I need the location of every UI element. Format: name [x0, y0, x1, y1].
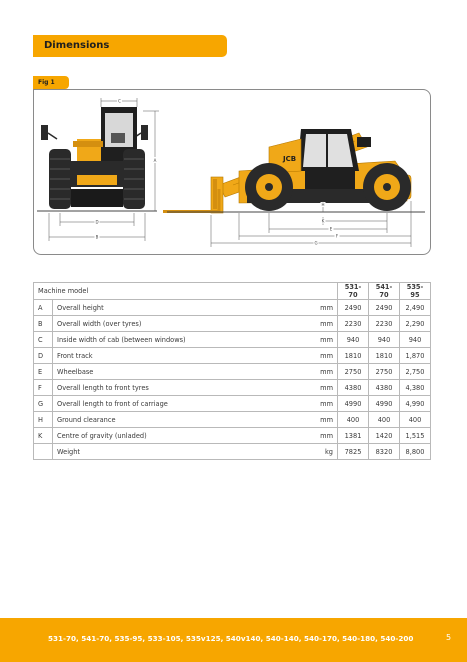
row-letter: H: [34, 412, 53, 428]
row-label: Weight: [53, 444, 308, 460]
dim-label-b: B: [95, 234, 99, 240]
row-value: 4380: [369, 380, 400, 396]
row-value: 400: [369, 412, 400, 428]
figure-label: Fig 1: [33, 76, 69, 89]
row-label: Inside width of cab (between windows): [53, 332, 308, 348]
dim-label-d: D: [95, 219, 99, 225]
table-row: [34, 380, 431, 396]
row-value: 400: [338, 412, 369, 428]
model-column-header: 531-70: [338, 283, 369, 300]
row-label: Wheelbase: [53, 364, 308, 380]
table-row: [34, 396, 431, 412]
row-value: 940: [338, 332, 369, 348]
row-label: Overall length to front of carriage: [53, 396, 308, 412]
table-row: [34, 300, 431, 316]
row-value: 940: [369, 332, 400, 348]
table-row: [34, 332, 431, 348]
row-unit: mm: [307, 396, 338, 412]
row-value: 1810: [369, 348, 400, 364]
section-title: Dimensions: [33, 35, 227, 57]
row-value: 4990: [369, 396, 400, 412]
row-letter: C: [34, 332, 53, 348]
row-letter: A: [34, 300, 53, 316]
row-unit: kg: [307, 444, 338, 460]
row-unit: mm: [307, 412, 338, 428]
jcb-badge: JCB: [283, 155, 297, 163]
row-value: 2,490: [400, 300, 431, 316]
row-value: 4,380: [400, 380, 431, 396]
row-label: Overall length to front tyres: [53, 380, 308, 396]
row-label: Overall height: [53, 300, 308, 316]
dim-label-c: C: [118, 98, 121, 104]
row-value: 4990: [338, 396, 369, 412]
row-value: 2750: [369, 364, 400, 380]
row-label: Overall width (over tyres): [53, 316, 308, 332]
row-value: 8,800: [400, 444, 431, 460]
table-row: [34, 348, 431, 364]
row-letter: E: [34, 364, 53, 380]
row-label: Ground clearance: [53, 412, 308, 428]
side-view-machine: [163, 129, 411, 213]
model-column-header: 541-70: [369, 283, 400, 300]
row-unit: mm: [307, 364, 338, 380]
row-value: 7825: [338, 444, 369, 460]
row-value: 1810: [338, 348, 369, 364]
row-unit: mm: [307, 380, 338, 396]
footer-models: 531-70, 541-70, 535-95, 533-105, 535v125, 540v140, 540-140, 540-170, 540-180, 540-200: [48, 634, 414, 643]
table-header-label: Machine model: [34, 283, 338, 300]
table-row: [34, 412, 431, 428]
front-view-machine: [41, 107, 148, 209]
table-row: [34, 316, 431, 332]
dim-label-f: F: [335, 233, 339, 239]
row-unit: mm: [307, 428, 338, 444]
telehandler-drawing: [33, 89, 431, 255]
row-value: 2,750: [400, 364, 431, 380]
row-value: 4380: [338, 380, 369, 396]
table-row: [34, 364, 431, 380]
row-value: 4,990: [400, 396, 431, 412]
row-value: 940: [400, 332, 431, 348]
row-letter: K: [34, 428, 53, 444]
row-letter: G: [34, 396, 53, 412]
dim-label-a: A: [153, 158, 157, 163]
row-letter: B: [34, 316, 53, 332]
page-number: 5: [446, 633, 452, 642]
row-letter: D: [34, 348, 53, 364]
row-value: 2490: [338, 300, 369, 316]
row-value: 2750: [338, 364, 369, 380]
row-unit: mm: [307, 316, 338, 332]
row-letter: [34, 444, 53, 460]
table-row: [34, 428, 431, 444]
row-value: 2230: [338, 316, 369, 332]
dim-label-h: H: [321, 202, 325, 207]
row-letter: F: [34, 380, 53, 396]
row-value: 2230: [369, 316, 400, 332]
dimensions-table: [33, 282, 431, 460]
row-label: Front track: [53, 348, 308, 364]
model-column-header: 535-95: [400, 283, 431, 300]
row-label: Centre of gravity (unladed): [53, 428, 308, 444]
row-unit: mm: [307, 300, 338, 316]
dim-label-g: G: [314, 240, 318, 246]
table-row: [34, 444, 431, 460]
row-unit: mm: [307, 348, 338, 364]
row-value: 1420: [369, 428, 400, 444]
row-unit: mm: [307, 332, 338, 348]
row-value: 1381: [338, 428, 369, 444]
dim-label-e: E: [329, 226, 333, 232]
dim-label-k: K: [321, 218, 325, 224]
row-value: 1,870: [400, 348, 431, 364]
table-header-row: [34, 283, 431, 300]
row-value: 400: [400, 412, 431, 428]
row-value: 8320: [369, 444, 400, 460]
row-value: 1,515: [400, 428, 431, 444]
row-value: 2490: [369, 300, 400, 316]
row-value: 2,290: [400, 316, 431, 332]
